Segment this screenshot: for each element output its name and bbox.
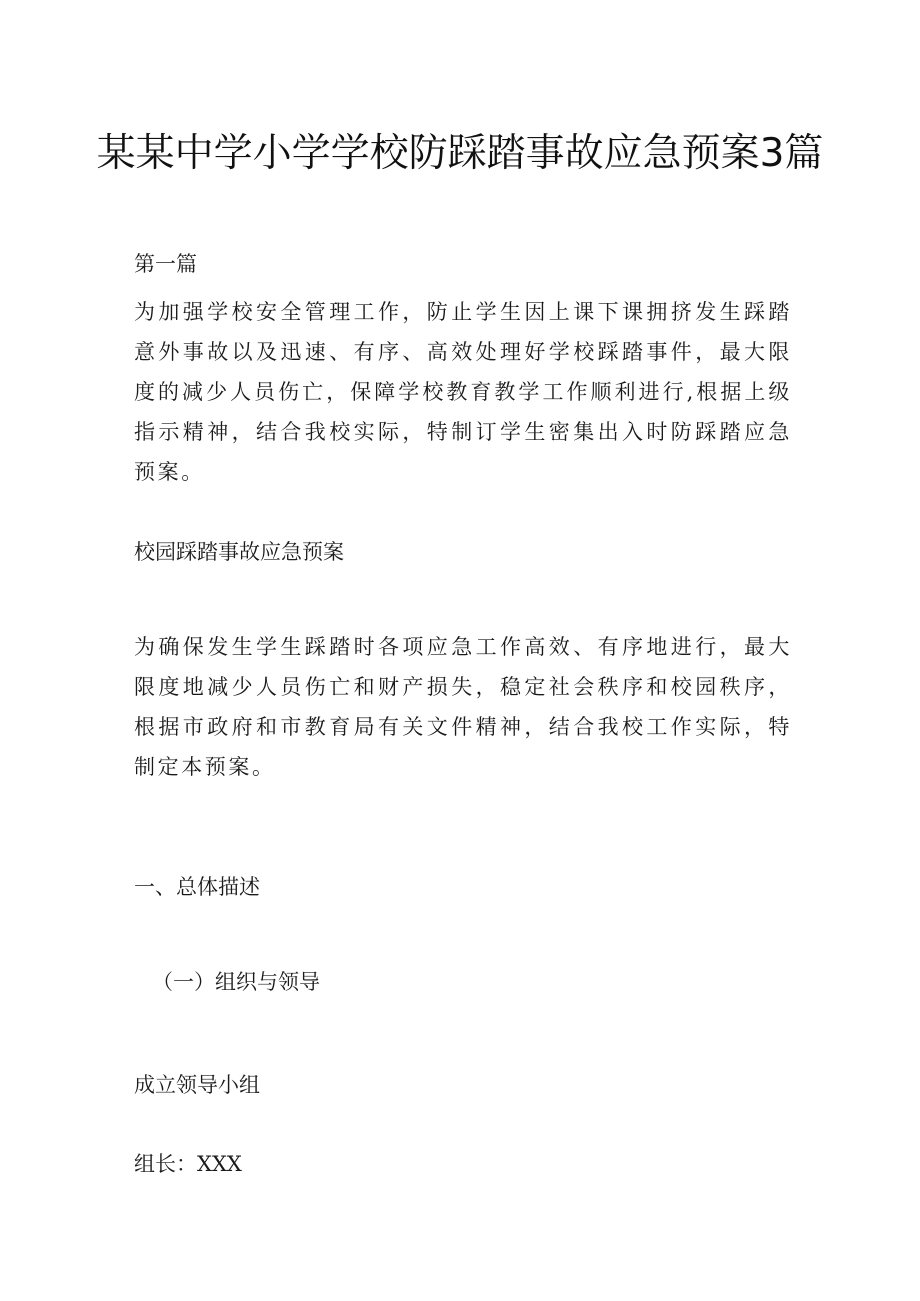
document-title: 某某中学小学学校防踩踏事故应急预案3篇 (96, 131, 824, 176)
intro-paragraph: 为加强学校安全管理工作，防止学生因上课下课拥挤发生踩踏意外事故以及迅速、有序、高效处理好学校踩踏事件，最大限度的减少人员伤亡，保障学校教育教学工作顺利进行,根据上级指示精神，结合我校实际，特制订学生密集出入时防踩踏应急预案。 (134, 300, 792, 484)
organization-heading: （一）组织与领导 (152, 970, 320, 994)
plan-heading: 校园踩踏事故应急预案 (134, 540, 344, 564)
general-description-heading: 一、总体描述 (134, 875, 260, 899)
group-leader-line: 组长：XXX (134, 1152, 242, 1176)
leadership-group-heading: 成立领导小组 (134, 1073, 260, 1097)
purpose-paragraph: 为确保发生学生踩踏时各项应急工作高效、有序地进行，最大限度地减少人员伤亡和财产损失，稳定社会秩序和校园秩序，根据市政府和市教育局有关文件精神，结合我校工作实际，特制定本预案。 (134, 635, 792, 779)
section-heading-first: 第一篇 (134, 252, 197, 276)
